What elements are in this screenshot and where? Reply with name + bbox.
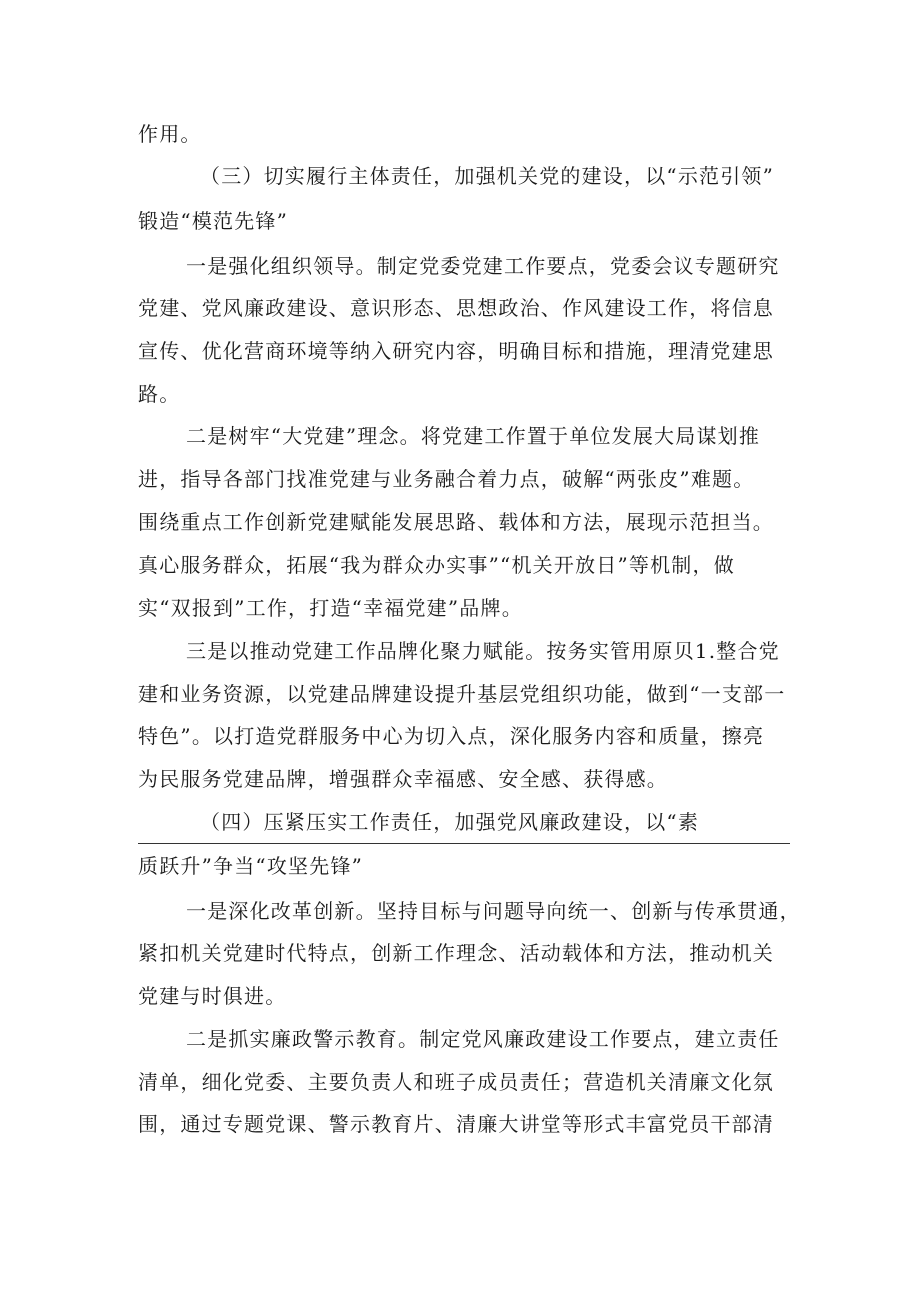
paragraph-line: 真心服务群众，拓展“我为群众办实事”“机关开放日”等机制，做 [138, 553, 735, 577]
section-heading-4-cont: 质跃升”争当“攻坚先锋” [138, 854, 364, 878]
paragraph-line: 党建、党风廉政建设、意识形态、思想政治、作风建设工作，将信息 [138, 296, 774, 320]
paragraph-line: 二是树牢“大党建”理念。将党建工作置于单位发展大局谋划推 [186, 424, 761, 448]
paragraph-line: 围绕重点工作创新党建赋能发展思路、载体和方法，展现示范担当。 [138, 510, 774, 534]
section-heading-4: （四）压紧压实工作责任，加强党风廉政建设，以“素 [200, 810, 700, 834]
paragraph-line: 特色”。以打造党群服务中心为切入点，深化服务内容和质量，擦亮 [138, 724, 765, 748]
paragraph-line: 清单，细化党委、主要负责人和班子成员责任；营造机关清廉文化氛 [138, 1070, 774, 1094]
paragraph-line: 紧扣机关党建时代特点，创新工作理念、活动载体和方法，推动机关 [138, 941, 774, 965]
paragraph-line: 党建与时俱进。 [138, 984, 287, 1008]
paragraph-line: 围，通过专题党课、警示教育片、清廉大讲堂等形式丰富党员干部清 [138, 1112, 774, 1136]
paragraph-line: 二是抓实廉政警示教育。制定党风廉政建设工作要点，建立责任 [186, 1027, 780, 1051]
section-heading-3: （三）切实履行主体责任，加强机关党的建设，以“示范引领” [200, 164, 775, 188]
paragraph-line: 宣传、优化营商环境等纳入研究内容，明确目标和措施，理清党建思 [138, 339, 774, 363]
paragraph-line: 三是以推动党建工作品牌化聚力赋能。按务实管用原贝1.整合党 [186, 639, 780, 663]
paragraph-line: 一是强化组织领导。制定党委党建工作要点，党委会议专题研究 [186, 254, 780, 278]
paragraph-line: 进，指导各部门找准党建与业务融合着力点，破解“两张皮”难题。 [138, 467, 755, 491]
horizontal-rule [138, 843, 790, 844]
paragraph-line: 为民服务党建品牌，增强群众幸福感、安全感、获得感。 [138, 767, 668, 791]
paragraph-line: 实“双报到”工作，打造“幸福党建”品牌。 [138, 596, 523, 620]
paragraph-line: 一是深化改革创新。坚持目标与问题导向统一、创新与传承贯通， [186, 899, 801, 923]
paragraph-line: 路。 [138, 382, 181, 406]
paragraph-line: 建和业务资源，以党建品牌建设提升基层党组织功能，做到“一支部一 [138, 682, 786, 706]
section-heading-3-cont: 锻造“模范先锋” [138, 209, 289, 233]
paragraph-line: 作用。 [138, 122, 202, 146]
